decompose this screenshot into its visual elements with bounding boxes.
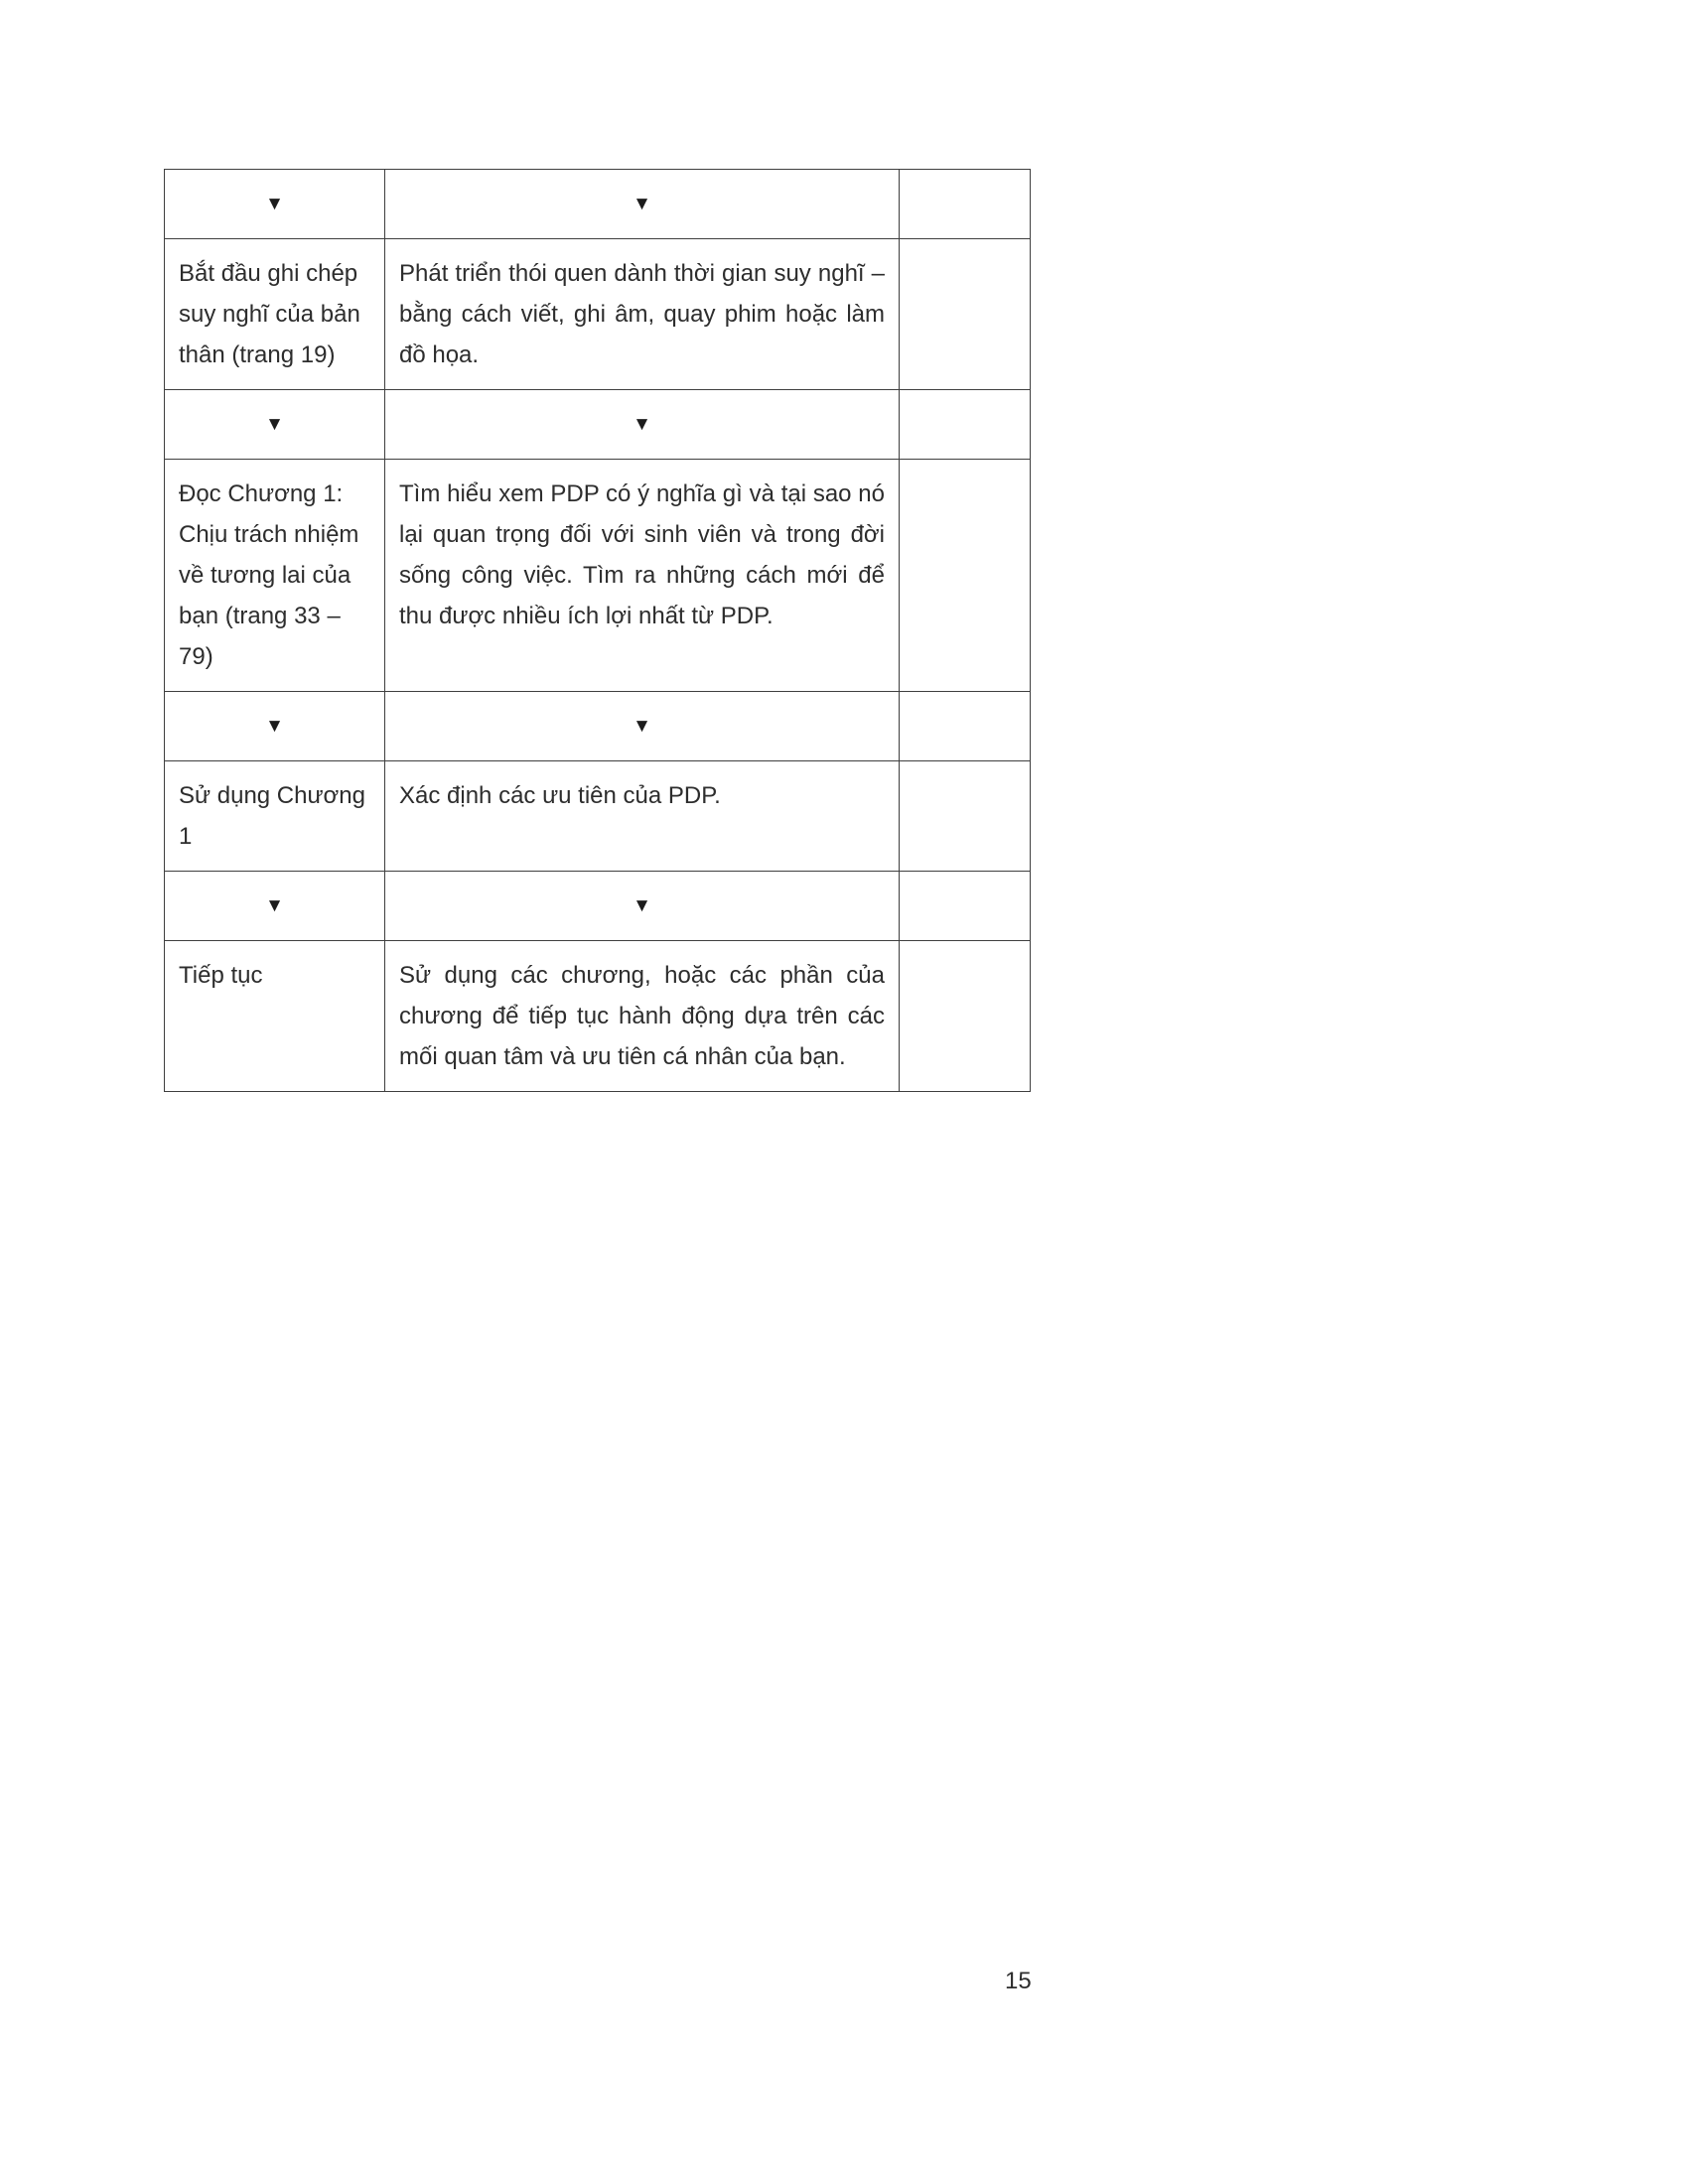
down-arrow-icon: ▼ xyxy=(165,170,385,239)
description-cell: Xác định các ưu tiên của PDP. xyxy=(385,761,900,872)
table-row xyxy=(165,941,1031,1092)
action-cell: Sử dụng Chương 1 xyxy=(165,761,385,872)
description-cell: Tìm hiểu xem PDP có ý nghĩa gì và tại sao nó lại quan trọng đối với sinh viên và trong đời sống công việc. Tìm ra những cách mới để thu được nhiều ích lợi nhất từ PDP. xyxy=(385,460,900,692)
action-cell: Đọc Chương 1: Chịu trách nhiệm về tương lai của bạn (trang 33 – 79) xyxy=(165,460,385,692)
description-cell: Phát triển thói quen dành thời gian suy nghĩ – bằng cách viết, ghi âm, quay phim hoặc làm đồ họa. xyxy=(385,239,900,390)
down-arrow-icon: ▼ xyxy=(165,872,385,941)
notes-cell xyxy=(900,239,1031,390)
arrow-row xyxy=(165,872,1031,941)
table-row xyxy=(165,239,1031,390)
action-cell: Bắt đầu ghi chép suy nghĩ của bản thân (trang 19) xyxy=(165,239,385,390)
notes-cell xyxy=(900,170,1031,239)
notes-cell xyxy=(900,692,1031,761)
notes-cell xyxy=(900,941,1031,1092)
down-arrow-icon: ▼ xyxy=(385,170,900,239)
down-arrow-icon: ▼ xyxy=(165,390,385,460)
arrow-row xyxy=(165,390,1031,460)
down-arrow-icon: ▼ xyxy=(385,390,900,460)
notes-cell xyxy=(900,390,1031,460)
down-arrow-icon: ▼ xyxy=(385,692,900,761)
notes-cell xyxy=(900,872,1031,941)
notes-cell xyxy=(900,761,1031,872)
down-arrow-icon: ▼ xyxy=(165,692,385,761)
page-number: 15 xyxy=(1005,1968,1032,1994)
notes-cell xyxy=(900,460,1031,692)
plan-table-container xyxy=(164,169,1030,1092)
plan-table xyxy=(164,169,1031,1092)
action-cell: Tiếp tục xyxy=(165,941,385,1092)
arrow-row xyxy=(165,170,1031,239)
table-row xyxy=(165,761,1031,872)
down-arrow-icon: ▼ xyxy=(385,872,900,941)
description-cell: Sử dụng các chương, hoặc các phần của chương để tiếp tục hành động dựa trên các mối quan tâm và ưu tiên cá nhân của bạn. xyxy=(385,941,900,1092)
arrow-row xyxy=(165,692,1031,761)
table-row xyxy=(165,460,1031,692)
